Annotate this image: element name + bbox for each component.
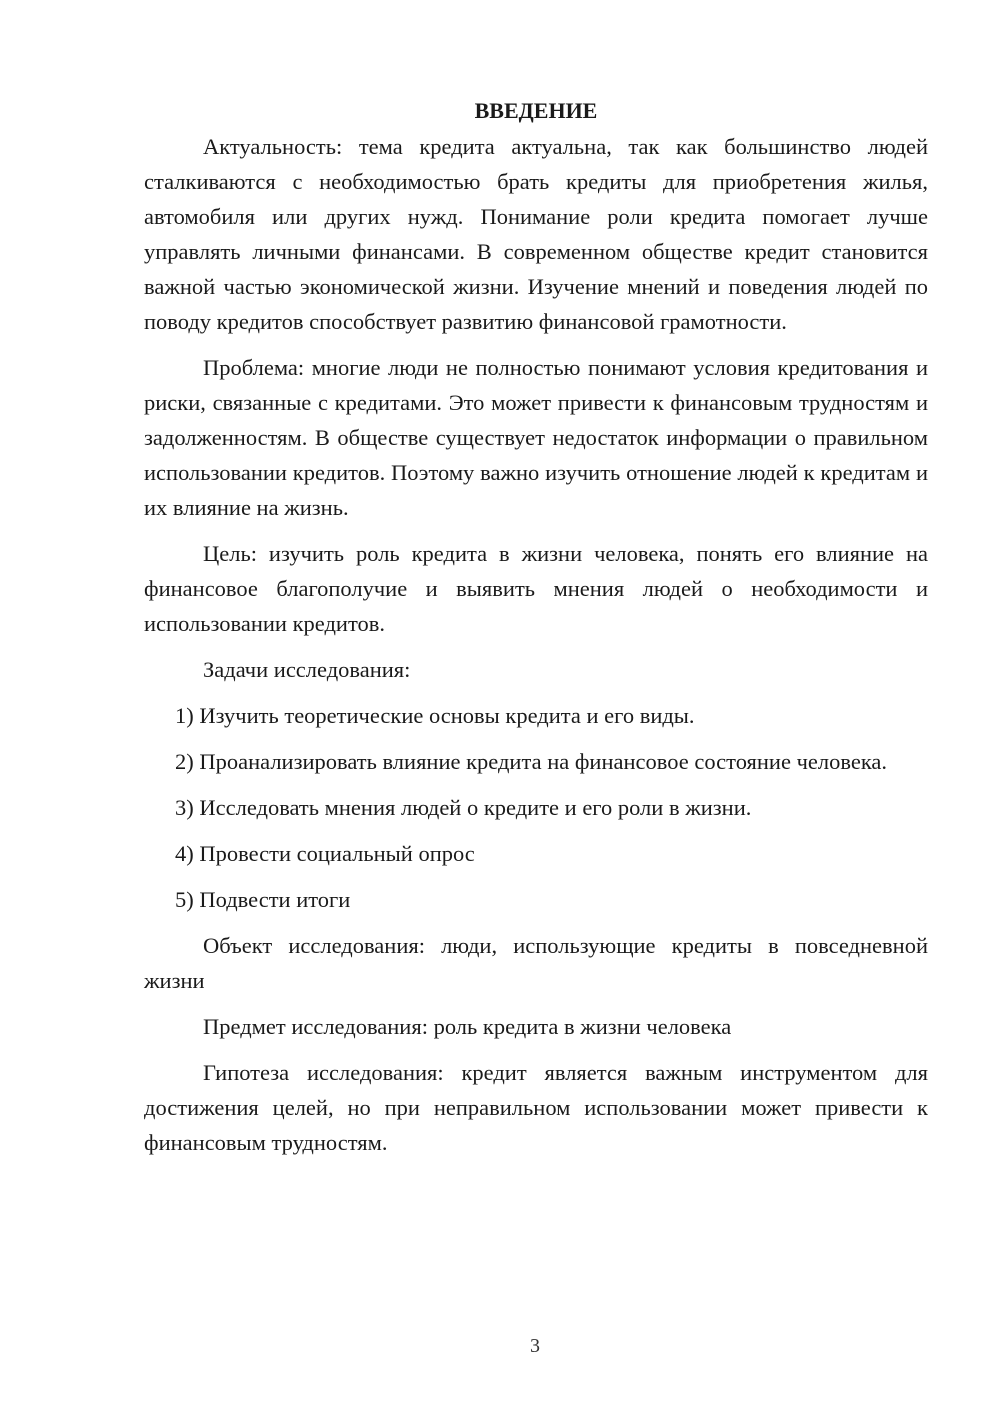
- task-item: 3) Исследовать мнения людей о кредите и его роли в жизни.: [175, 795, 752, 820]
- problem-paragraph: Проблема: многие люди не полностью понимают условия кредитования и риски, связанные с кредитами. Это может привести к финансовым трудностям и задолженностям. В обществе существует недостаток информации о правильном использовании кредитов. Поэтому важно изучить отношение людей к кредитам и их влияние на жизнь.: [144, 355, 928, 520]
- page-number: 3: [530, 1335, 540, 1357]
- task-item: 2) Проанализировать влияние кредита на финансовое состояние человека.: [175, 749, 888, 774]
- page-content: [144, 94, 928, 1171]
- subject-paragraph: Предмет исследования: роль кредита в жизни человека: [203, 1014, 732, 1039]
- relevance-paragraph: Актуальность: тема кредита актуальна, так как большинство людей сталкиваются с необходимостью брать кредиты для приобретения жилья, автомобиля или других нужд. Понимание роли кредита помогает лучше управлять личными финансами. В современном обществе кредит становится важной частью экономической жизни. Изучение мнений и поведения людей по поводу кредитов способствует развитию финансовой грамотности.: [144, 134, 928, 334]
- section-title: ВВЕДЕНИЕ: [474, 98, 598, 123]
- task-item: 4) Провести социальный опрос: [175, 841, 475, 866]
- object-paragraph: Объект исследования: люди, использующие кредиты в повседневной жизни: [144, 933, 928, 993]
- hypothesis-paragraph: Гипотеза исследования: кредит является важным инструментом для достижения целей, но при неправильном использовании может привести к финансовым трудностям.: [144, 1060, 928, 1155]
- goal-paragraph: Цель: изучить роль кредита в жизни человека, понять его влияние на финансовое благополучие и выявить мнения людей о необходимости и использовании кредитов.: [144, 541, 928, 636]
- task-item: 1) Изучить теоретические основы кредита и его виды.: [175, 703, 695, 728]
- task-item: 5) Подвести итоги: [175, 887, 351, 912]
- tasks-heading: Задачи исследования:: [203, 657, 411, 682]
